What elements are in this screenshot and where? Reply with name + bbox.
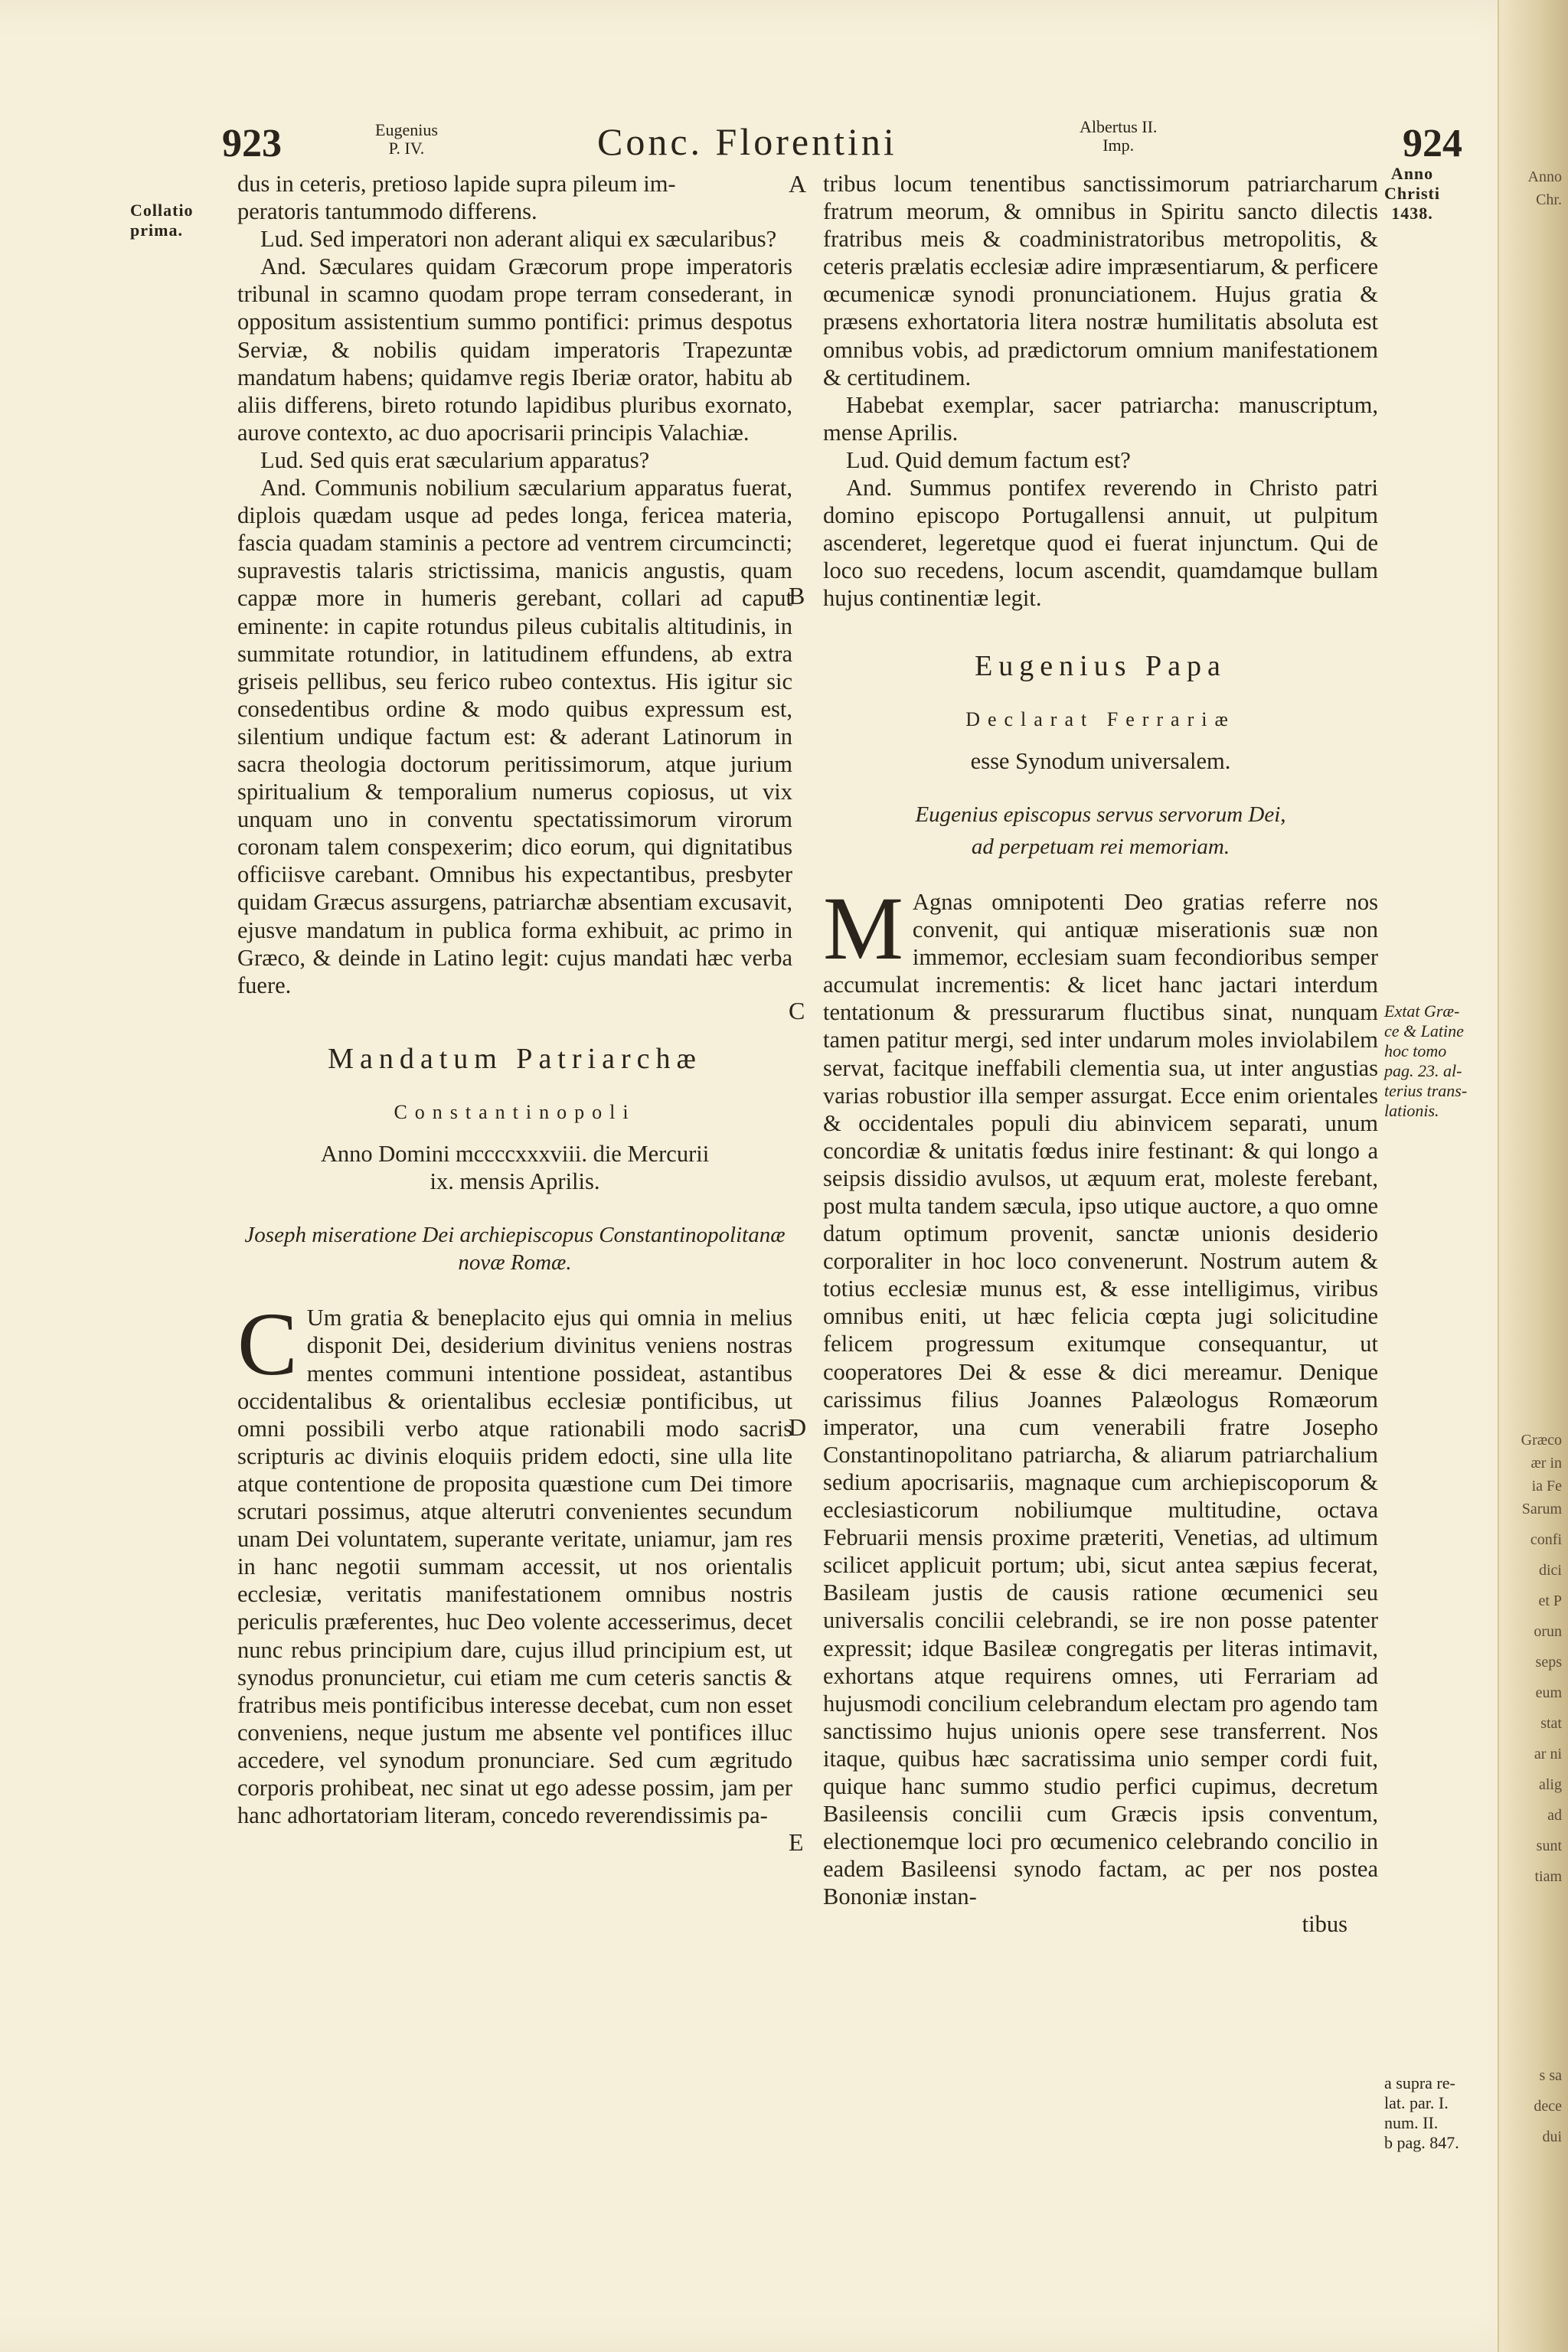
spine-text: ær in (1530, 1455, 1562, 1472)
salutation: Joseph miseratione Dei archiepiscopus Constantinopolitanæ novæ Romæ. (244, 1223, 786, 1276)
spine-text: Chr. (1536, 191, 1562, 208)
salutation: Eugenius episcopus servus servorum Dei, (915, 802, 1286, 827)
spine-text: s sa (1539, 2067, 1562, 2084)
right-page-number: 924 (1403, 122, 1462, 165)
spine-text: stat (1540, 1715, 1562, 1732)
dialogue-lud: Lud. Quid demum factum est? (846, 446, 1131, 473)
margin-note-line: a supra re- (1384, 2073, 1455, 2092)
margin-note-line: Collatio (130, 201, 194, 220)
date-line: Anno Domini mccccxxxviii. die Mercurii (320, 1141, 710, 1167)
section-letter-e: E (789, 1828, 804, 1856)
right-column (823, 170, 1378, 1939)
spine-text: ia Fe (1531, 1478, 1562, 1494)
spine-text: dici (1539, 1562, 1562, 1579)
margin-note-line: prima. (130, 220, 183, 240)
left-running-head-line: P. IV. (388, 139, 425, 158)
bull-paragraph (823, 877, 1378, 1910)
margin-note-line: b pag. 847. (1384, 2133, 1459, 2152)
spine-text: orun (1534, 1623, 1562, 1640)
section-letter-a: A (789, 170, 807, 198)
right-running-head (1080, 118, 1157, 155)
letter-paragraph (237, 1294, 793, 1829)
catchword: tibus (1302, 1911, 1348, 1938)
margin-note-line: lationis. (1384, 1101, 1439, 1120)
section-subheading: Constantinopoli (394, 1100, 636, 1123)
spine-text: et P (1538, 1592, 1562, 1609)
margin-note-line: hoc tomo (1384, 1041, 1447, 1060)
margin-note-line: ce & Latine (1384, 1021, 1464, 1040)
dialogue-and: And. Sæculares quidam Græcorum prope imperatoris tribunal in scamno quodam prope terram consederant, in oppositum assistentium summo pontifici: primus despotus Serviæ, & nobilis quidam imperatoris Trapezuntæ mandatum habens; quidamve regis Iberiæ orator, habitu ab aliis differens, bireto rotundo lapidibus pluribus exornato, aurove contexto, ac duo apocrisarii principis Valachiæ. (237, 253, 792, 446)
spine-text: Græco (1521, 1432, 1562, 1449)
margin-note-line: 1438. (1391, 204, 1433, 223)
margin-note-line: num. II. (1384, 2113, 1439, 2132)
section-subheading-line: esse Synodum universalem. (970, 747, 1231, 774)
margin-note-line: lat. par. I. (1384, 2093, 1449, 2112)
left-running-head-line: Eugenius (375, 120, 438, 139)
page-title: Conc. Florentini (597, 120, 897, 163)
right-running-head-line: Albertus II. (1080, 117, 1158, 136)
spine-text: sunt (1536, 1838, 1562, 1854)
spine-text: ar ni (1534, 1746, 1562, 1762)
running-header (222, 115, 1462, 176)
bull-text: Agnas omnipotenti Deo gratias referre nos convenit, qui antiquæ miserationis suæ non immemor, ecclesiam suam fecondioribus semper accumulat incrementis: & licet hanc jactari interdum tentationum & pressurarum fluctibus sinat, nunquam tamen patitur mergi, sed inter undarum moles inviolabilem servat, facitque ineffabili clementia sua, ut inter angustias varias robustior illa semper assurgat. Ecce enim orientales & occidentales populi diu abinvicem separati, unum concordiæ & unitatis fœdus inire festinant: & qui longo a seipsis dissidio avulsos, ut æquum erat, moleste ferebant, post multa tandem sæcula, ipso utique auctore, a quo omne datum optimum provenit, sanctæ unionis desiderio corporaliter in hoc loco convenerunt. Nostrum autem & totius ecclesiæ munus est, & esse intelligimus, viribus omnibus eniti, ut hæc felicia cœpta jugi solicitudine felicem progressum exitumque consequantur, ut cooperatores Dei & esse & dici mereamur. Denique carissimus filius Joannes Palæologus Romæorum imperator, una cum venerabili fratre Josepho Constantinopolitano patriarcha, & aliarum patriarchalium sedium apocrisariis, magnaque cum archiepiscoporum & ecclesiasticorum nobiliumque multitudine, octava Februarii mensis proxime præteriti, Venetias, ad ultimum scilicet applicuit portum; ubi, sicut antea sæpius fecerat, Basileam justis de causis ratione œcumenici seu universalis concilii celebrandi, se ire non posse patenter expressit; idque Basileæ congregatis per literas intimavit, exhortans atque requirens omnes, uti Ferrariam ad hujusmodi concilium celebrandum electam pro agendo tam sanctissimo hujus unionis opere sese transferrent. Nos itaque, quibus hæc sacratissima unio semper cordi fuit, quique hanc summo studio perfici cupimus, decretum Basileensis concilii cum Græcis ipsis conventum, electionemque loci pro œcumenico celebrando concilio in eadem Basileensi synodo factam, ac per nos postea Bononiæ instan- (823, 888, 1378, 1910)
spine-text: alig (1539, 1776, 1562, 1793)
section-letter-d: D (789, 1413, 807, 1441)
text-paragraph: Habebat exemplar, sacer patriarcha: manuscriptum, mense Aprilis. (823, 391, 1378, 446)
margin-note-line: Anno (1390, 164, 1434, 183)
drop-capital: M (823, 877, 903, 978)
spine-text: dece (1534, 2098, 1562, 2115)
spine-text: ad (1547, 1807, 1562, 1824)
facing-page-edge (1498, 0, 1568, 2352)
right-running-head-line: Imp. (1102, 136, 1135, 155)
text-line: peratoris tantummodo differens. (237, 198, 537, 225)
left-column (237, 170, 792, 1829)
salutation: ad perpetuam rei memoriam. (971, 834, 1230, 859)
spine-text: seps (1535, 1654, 1562, 1671)
letter-text: Um gratia & beneplacito ejus qui omnia in melius disponit Dei, desiderium divinitus veniens nostras mentes communi intentione possideat, astantibus occidentalibus & orientalibus ecclesiæ pontificibus, ut omni possibili verbo atque rationabili modo sacris scripturis ac divinis eloquiis pridem edocti, sine ulla lite atque contentione de proposita quæstione cum Dei timore scrutari possimus, atque alterutri convenientes secundum unam Dei voluntatem, superante veritate, uniamur, jam res in hanc negotii summam accessit, ut nos orientalis ecclesiæ, veritatis manifestationem omnibus nostris periculis præferentes, huc Deo volente accesserimus, decet nunc rebus principium dare, cujus illud principium est, ut synodus pronuncietur, cui etiam me cum ceteris sanctis & fratribus meis pontificibus interesse decebat, cum non esset conveniens, neque justum me absente vel pontifices illuc accedere, vel synodum pronunciare. Sed cum ægritudo corporis prohibeat, nec sinat ut ego adesse possim, jam per hanc adhortatoriam literam, concedo reverendissimis pa- (237, 1305, 793, 1829)
margin-note-line: pag. 23. al- (1384, 1061, 1462, 1080)
dialogue-and: And. Summus pontifex reverendo in Christo patri domino episcopo Portugallensi annuit, ut pulpitum ascenderet, legeretque quod ei fuerat injunctum. Qui de loco suo recedens, locum ascendit, quamdamque bullam hujus continentiæ legit. (823, 475, 1378, 612)
spine-text: Anno (1527, 168, 1562, 185)
section-heading: Eugenius Papa (975, 649, 1227, 682)
margin-note-collatio (130, 201, 194, 240)
drop-capital: C (237, 1294, 298, 1395)
text-paragraph: tribus locum tenentibus sanctissimorum patriarcharum fratrum meorum, & omnibus in Spiritu sancto dilectis fratribus meis & coadministratoribus metropolitis, & ceteris prælatis ecclesiæ adire impræsentiarum, & perficere œcumenicæ synodi pronunciationem. Hujus gratia & præsens exhortatoria litera nostræ humilitatis absoluta est omnibus vobis, ad prædictorum omnium manifestationem & certitudinem. (823, 171, 1378, 390)
spine-text: tiam (1534, 1868, 1562, 1885)
margin-note-extat (1384, 1001, 1467, 1121)
spine-text: eum (1535, 1684, 1562, 1701)
margin-note-supra (1384, 2073, 1459, 2153)
section-letter-c: C (789, 997, 805, 1024)
left-page-number: 923 (222, 122, 282, 165)
section-heading: Mandatum Patriarchæ (328, 1042, 702, 1075)
margin-note-line: Extat Græ- (1384, 1001, 1460, 1021)
text-line: dus in ceteris, pretioso lapide supra pileum im- (237, 171, 676, 197)
left-running-head (375, 121, 438, 158)
margin-note-anno (1384, 164, 1440, 224)
dialogue-lud: Lud. Sed imperatori non aderant aliqui ex sæcularibus? (260, 226, 777, 253)
margin-note-line: Christi (1384, 184, 1440, 203)
section-subheading: Declarat Ferrariæ (965, 707, 1236, 730)
dialogue-lud: Lud. Sed quis erat sæcularium apparatus? (260, 446, 650, 473)
spine-text: confi (1530, 1531, 1562, 1548)
section-letter-b: B (789, 582, 805, 609)
dialogue-and: And. Communis nobilium sæcularium apparatus fuerat, diplois quædam usque ad pedes longa, fericea materia, fascia quadam staminis a pectore ad ventrem circumcincti; supravestis talaris strictissima, manicis angustis, quam cappæ more in humeris gerebant, collari ad caput eminente: in capite rotundus pileus cubitalis altitudinis, in summitate rotundior, in latitudinem effundens, ab extra griseis pellibus, seu ferico rubeo contextus. His igitur sic consedentibus ordine & modo quibus expressum est, silentium undique factum est: & aderant Latinorum in sacra theologia doctorum peritissimorum, atque jurium spiritualium & temporalium numerus copiosus, ut vix unquam uno in conventu spectatissimorum virorum coronam talem conspexerim; dico eorum, qui dignitatibus officiisve carebant. Omnibus his expectantibus, presbyter quidam Græcus assurgens, patriarchæ absentiam excusavit, ejusve mandatum in publica forma exhibuit, ac primo in Græco, & deinde in Latino legit: cujus mandati hæc verba fuere. (237, 475, 792, 998)
spine-text: dui (1542, 2128, 1562, 2145)
date-line: ix. mensis Aprilis. (430, 1168, 600, 1195)
spine-text: Sarum (1521, 1501, 1562, 1517)
margin-note-line: terius trans- (1384, 1081, 1468, 1100)
